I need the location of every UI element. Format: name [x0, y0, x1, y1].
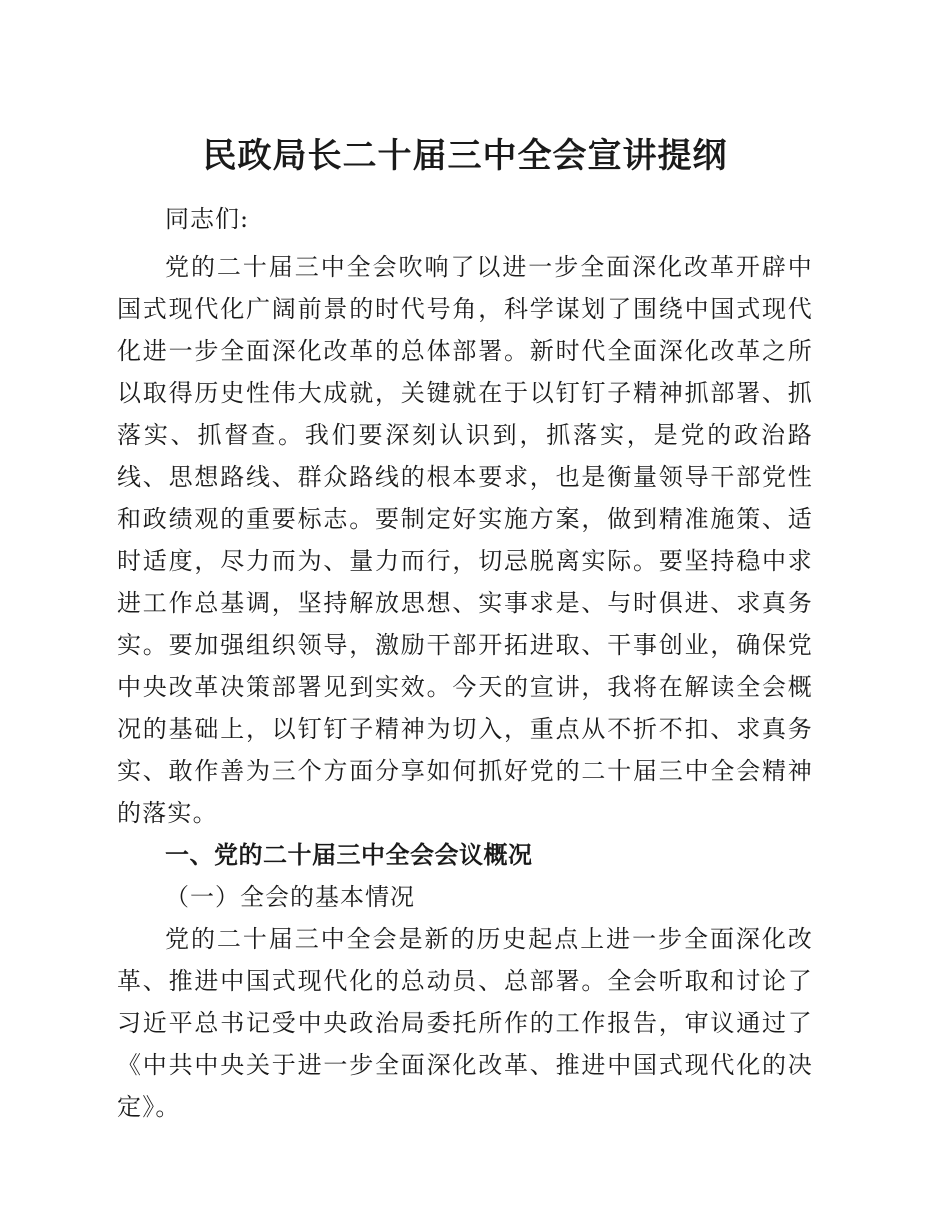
document-page [117, 128, 813, 1128]
section-paragraph-basic-info: 党的二十届三中全会是新的历史起点上进一步全面深化改革、推进中国式现代化的总动员、总部署。全会听取和讨论了习近平总书记受中央政治局委托所作的工作报告，审议通过了《中共中央关于进一步全面深化改革、推进中国式现代化的决定》。 [117, 925, 813, 1121]
section-heading-meeting-overview: 一、党的二十届三中全会会议概况 [165, 841, 533, 869]
document-title: 民政局长二十届三中全会宣讲提纲 [202, 136, 728, 176]
intro-paragraph: 党的二十届三中全会吹响了以进一步全面深化改革开辟中国式现代化广阔前景的时代号角，科学谋划了围绕中国式现代化进一步全面深化改革的总体部署。新时代全面深化改革之所以取得历史性伟大成就，关键就在于以钉钉子精神抓部署、抓落实、抓督查。我们要深刻认识到，抓落实，是党的政治路线、思想路线、群众路线的根本要求，也是衡量领导干部党性和政绩观的重要标志。要制定好实施方案，做到精准施策、适时适度，尽力而为、量力而行，切忌脱离实际。要坚持稳中求进工作总基调，坚持解放思想、实事求是、与时俱进、求真务实。要加强组织领导，激励干部开拓进取、干事创业，确保党中央改革决策部署见到实效。今天的宣讲，我将在解读全会概况的基础上，以钉钉子精神为切入，重点从不折不扣、求真务实、敢作善为三个方面分享如何抓好党的二十届三中全会精神的落实。 [117, 253, 813, 827]
greeting: 同志们: [165, 205, 250, 233]
subsection-heading-basic-info: （一）全会的基本情况 [165, 883, 415, 911]
